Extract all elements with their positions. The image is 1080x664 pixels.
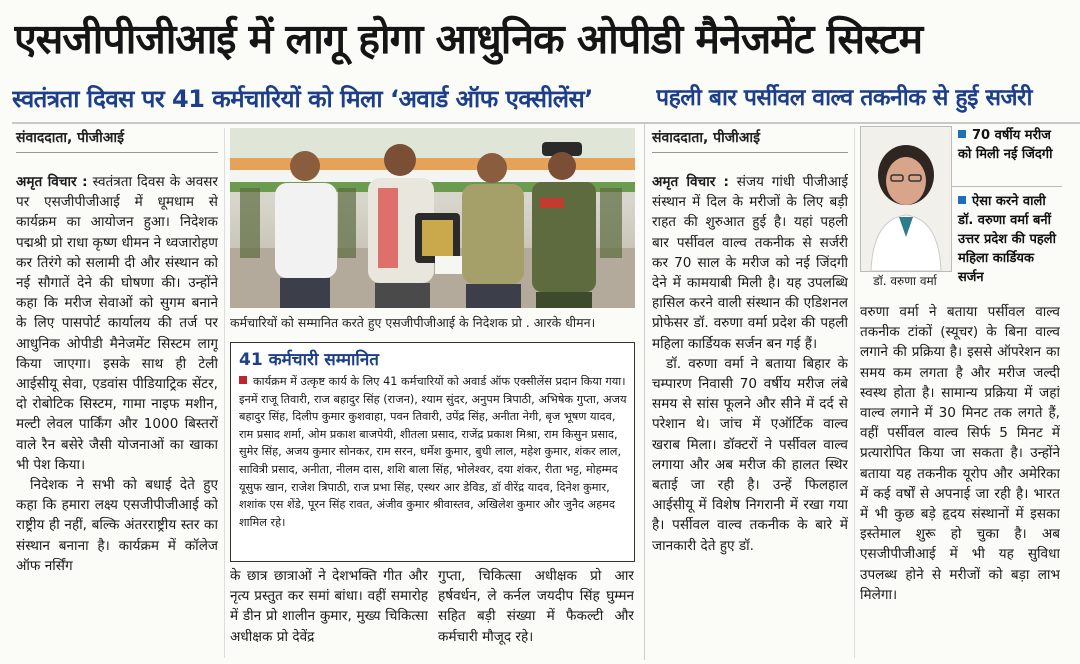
left-story-subhead: स्वतंत्रता दिवस पर 41 कर्मचारियों को मिला ‘अवार्ड ऑफ एक्सीलेंस’ [12,85,593,113]
right-col1-para-2: डॉ. वरुणा वर्मा ने बताया बिहार के चम्पारण निवासी 70 वर्षीय मरीज लंबे समय से सांस फूलने और सीने में दर्द से परेशान थे। जांच में एऑर्टिक वाल्व खराब मिला। डॉक्टरों ने पर्सीवल वाल्व लगाया और अब मरीज की हालत स्थिर बताई जा रही है। उन्हें फिलहाल आईसीयू में विशेष निगरानी में रखा गया है। पर्सीवल वाल्व तकनीक के बारे में जानकारी देते हुए डॉ. [652,355,848,554]
left-col1-para-2: निदेशक ने सभी को बधाई देते हुए कहा कि हमारा लक्ष्य एसजीपीजीआई को राष्ट्रीय ही नहीं, बल्कि अंतरराष्ट्रीय स्तर का संस्थान बनाना है। कार्यक्रम में कॉलेज ऑफ नर्सिंग [16,477,218,574]
highlight-divider [952,186,1062,187]
highlight-2-text: ऐसा करने वाली डॉ. वरुणा वर्मा बनीं उत्तर प्रदेश की पहली महिला कार्डियक सर्जन [958,194,1056,285]
right-story-column-2 [860,302,1060,660]
right-lead: अमृत विचार : [652,174,729,190]
portrait-caption: डॉ. वरुणा वर्मा [873,274,937,288]
award-ceremony-photo [230,128,635,308]
right-col1-para-1: संजय गांधी पीजीआई संस्थान में दिल के मरीजों के लिए बड़ी राहत की शुरुआत हुई है। यहां पहली बार पर्सीवल वाल्व तकनीक से सर्जरी कर 70 साल के मरीज को नई जिंदगी देने में कामयाबी मिली है। यह उपलब्धि हासिल करने वाली संस्थान की एडिशनल प्रोफेसर डॉ. वरुणा वर्मा प्रदेश की पहली महिला कार्डियक सर्जन बन गई हैं। [652,174,848,352]
right-story-subhead: पहली बार पर्सीवल वाल्व तकनीक से हुई सर्जरी [656,85,1032,111]
awardees-box-body [239,373,627,531]
photo-caption: कर्मचारियों को सम्मानित करते हुए एसजीपीजीआई के निदेशक प्रो . आरके धीमन। [230,315,596,330]
left-col3-text: गुप्ता, चिकित्सा अधीक्षक प्रो आर हर्षवर्धन, ले कर्नल जयदीप सिंह घुम्मन सहित बड़ी संख्या में फैकल्टी और कर्मचारी मौजूद रहे। [438,568,634,645]
left-col2-text: के छात्र छात्राओं ने देशभक्ति गीत और नृत्य प्रस्तुत कर समां बांधा। वहीं समारोह में डीन प्रो शालीन कुमार, मुख्य चिकित्सा अधीक्षक प्रो देवेंद्र [230,568,428,645]
award-ceremony-illustration [230,128,635,308]
right-story-column-1 [652,172,848,660]
left-byline-rule [16,152,218,153]
left-byline: संवाददाता, पीजीआई [16,130,124,146]
awardees-list-text: कार्यक्रम में उत्कृष्ट कार्य के लिए 41 कर्मचारियों को अवार्ड ऑफ एक्सीलेंस प्रदान किया गया। इनमें राजू तिवारी, राज बहादुर सिंह (राजन), श्याम सुंदर, अनुपम त्रिपाठी, अभिषेक गुप्ता, अजय बहादुर सिंह, दिलीप कुमार कुशवाहा, पवन तिवारी, उपेंद्र सिंह, अनीता नेगी, बृज भूषण यादव, राम प्रसाद शर्मा, ओम प्रकाश बाजपेयी, शीतला प्रसाद, राजेंद्र प्रकाश मिश्रा, राम किसुन प्रसाद, सुमेर सिंह, अजय कुमार सोनकर, राम सरन, धर्मेश कुमार, बुधी लाल, महेश कुमार, शंकर लाल, सावित्री प्रसाद, अनीता, नीलम दास, शशि बाला सिंह, भोलेश्वर, दया शंकर, रीता भट्ट, मोहम्मद यूसुफ खान, राजेश त्रिपाठी, राज प्रभा सिंह, एस्थर आर डेविड, डॉ वीरेंद्र यादव, दिनेश कुमार, शशांक एस शेंडे, पूरन सिंह रावत, अंजीव कुमार श्रीवास्तव, अखिलेश कुमार और जुनैद अहमद शामिल रहे। [239,375,627,529]
doctor-portrait [860,126,952,272]
blue-square-bullet-icon [958,130,966,138]
awardees-box-title: 41 कर्मचारी सम्मानित [239,350,379,370]
red-square-bullet-icon [239,376,247,384]
right-col2-text: वरुणा वर्मा ने बताया पर्सीवल वाल्व तकनीक टांकों (स्यूचर) के बिना वाल्व लगाने की प्रक्रिया है। इससे ऑपरेशन का समय कम लगता है और मरीज जल्दी स्वस्थ होता है। सामान्य प्रक्रिया में जहां वाल्व लगाने में 30 मिनट तक लगते हैं, वहीं पर्सीवल वाल्व सिर्फ 5 मिनट में प्रत्यारोपित किया जा सकता है। उन्होंने बताया यह तकनीक यूरोप और अमेरिका में कई वर्षों से अपनाई जा रही है। भारत में भी कुछ बड़े हृदय संस्थानों में इसका इस्तेमाल शुरू हो चुका है। अब एसजीपीजीआई में भी यह सुविधा उपलब्ध होने से मरीजों को बड़ा लाभ मिलेगा। [860,304,1060,603]
doctor-portrait-illustration [861,127,951,271]
column-separator [854,128,855,658]
right-byline-rule [652,152,848,153]
left-lead: अमृत विचार : [16,174,88,190]
highlight-2 [958,192,1062,287]
highlight-1 [958,126,1062,164]
column-separator [224,128,225,658]
column-separator [644,124,645,660]
right-byline: संवाददाता, पीजीआई [652,130,760,146]
blue-square-bullet-icon [958,196,966,204]
awardees-box [230,342,635,562]
highlight-1-text: 70 वर्षीय मरीज को मिली नई जिंदगी [958,128,1053,162]
page-headline: एसजीपीजीआई में लागू होगा आधुनिक ओपीडी मैनेजमेंट सिस्टम [14,15,923,63]
left-story-column-2 [230,566,428,660]
left-story-column-1 [16,172,218,660]
header-divider [12,122,1080,124]
left-story-column-3 [438,566,634,660]
left-col1-para-1: स्वतंत्रता दिवस के अवसर पर एसजीपीजीआई में धूमधाम से कार्यक्रम का आयोजन हुआ। निदेशक पद्मश्री प्रो राधा कृष्ण धीमन ने ध्वजारोहण कर तिरंगे को सलामी दी और संस्थान को नई सौगातें देने की घोषणा की। उन्होंने कहा कि मरीज सेवाओं को सुगम बनाने के लिए पासपोर्ट कार्यालय की तर्ज पर आधुनिक ओपीडी मैनेजमेंट सिस्टम लागू किया जाएगा। इसके साथ ही टेली आईसीयू सेवा, एडवांस पीडियाट्रिक सेंटर, दो रोबोटिक सिस्टम, गामा नाइफ मशीन, मल्टी लेवल पार्किंग और 1000 बिस्तरों वाले रैन बसेरे जैसी योजनाओं का खाका भी पेश किया। [16,174,218,473]
